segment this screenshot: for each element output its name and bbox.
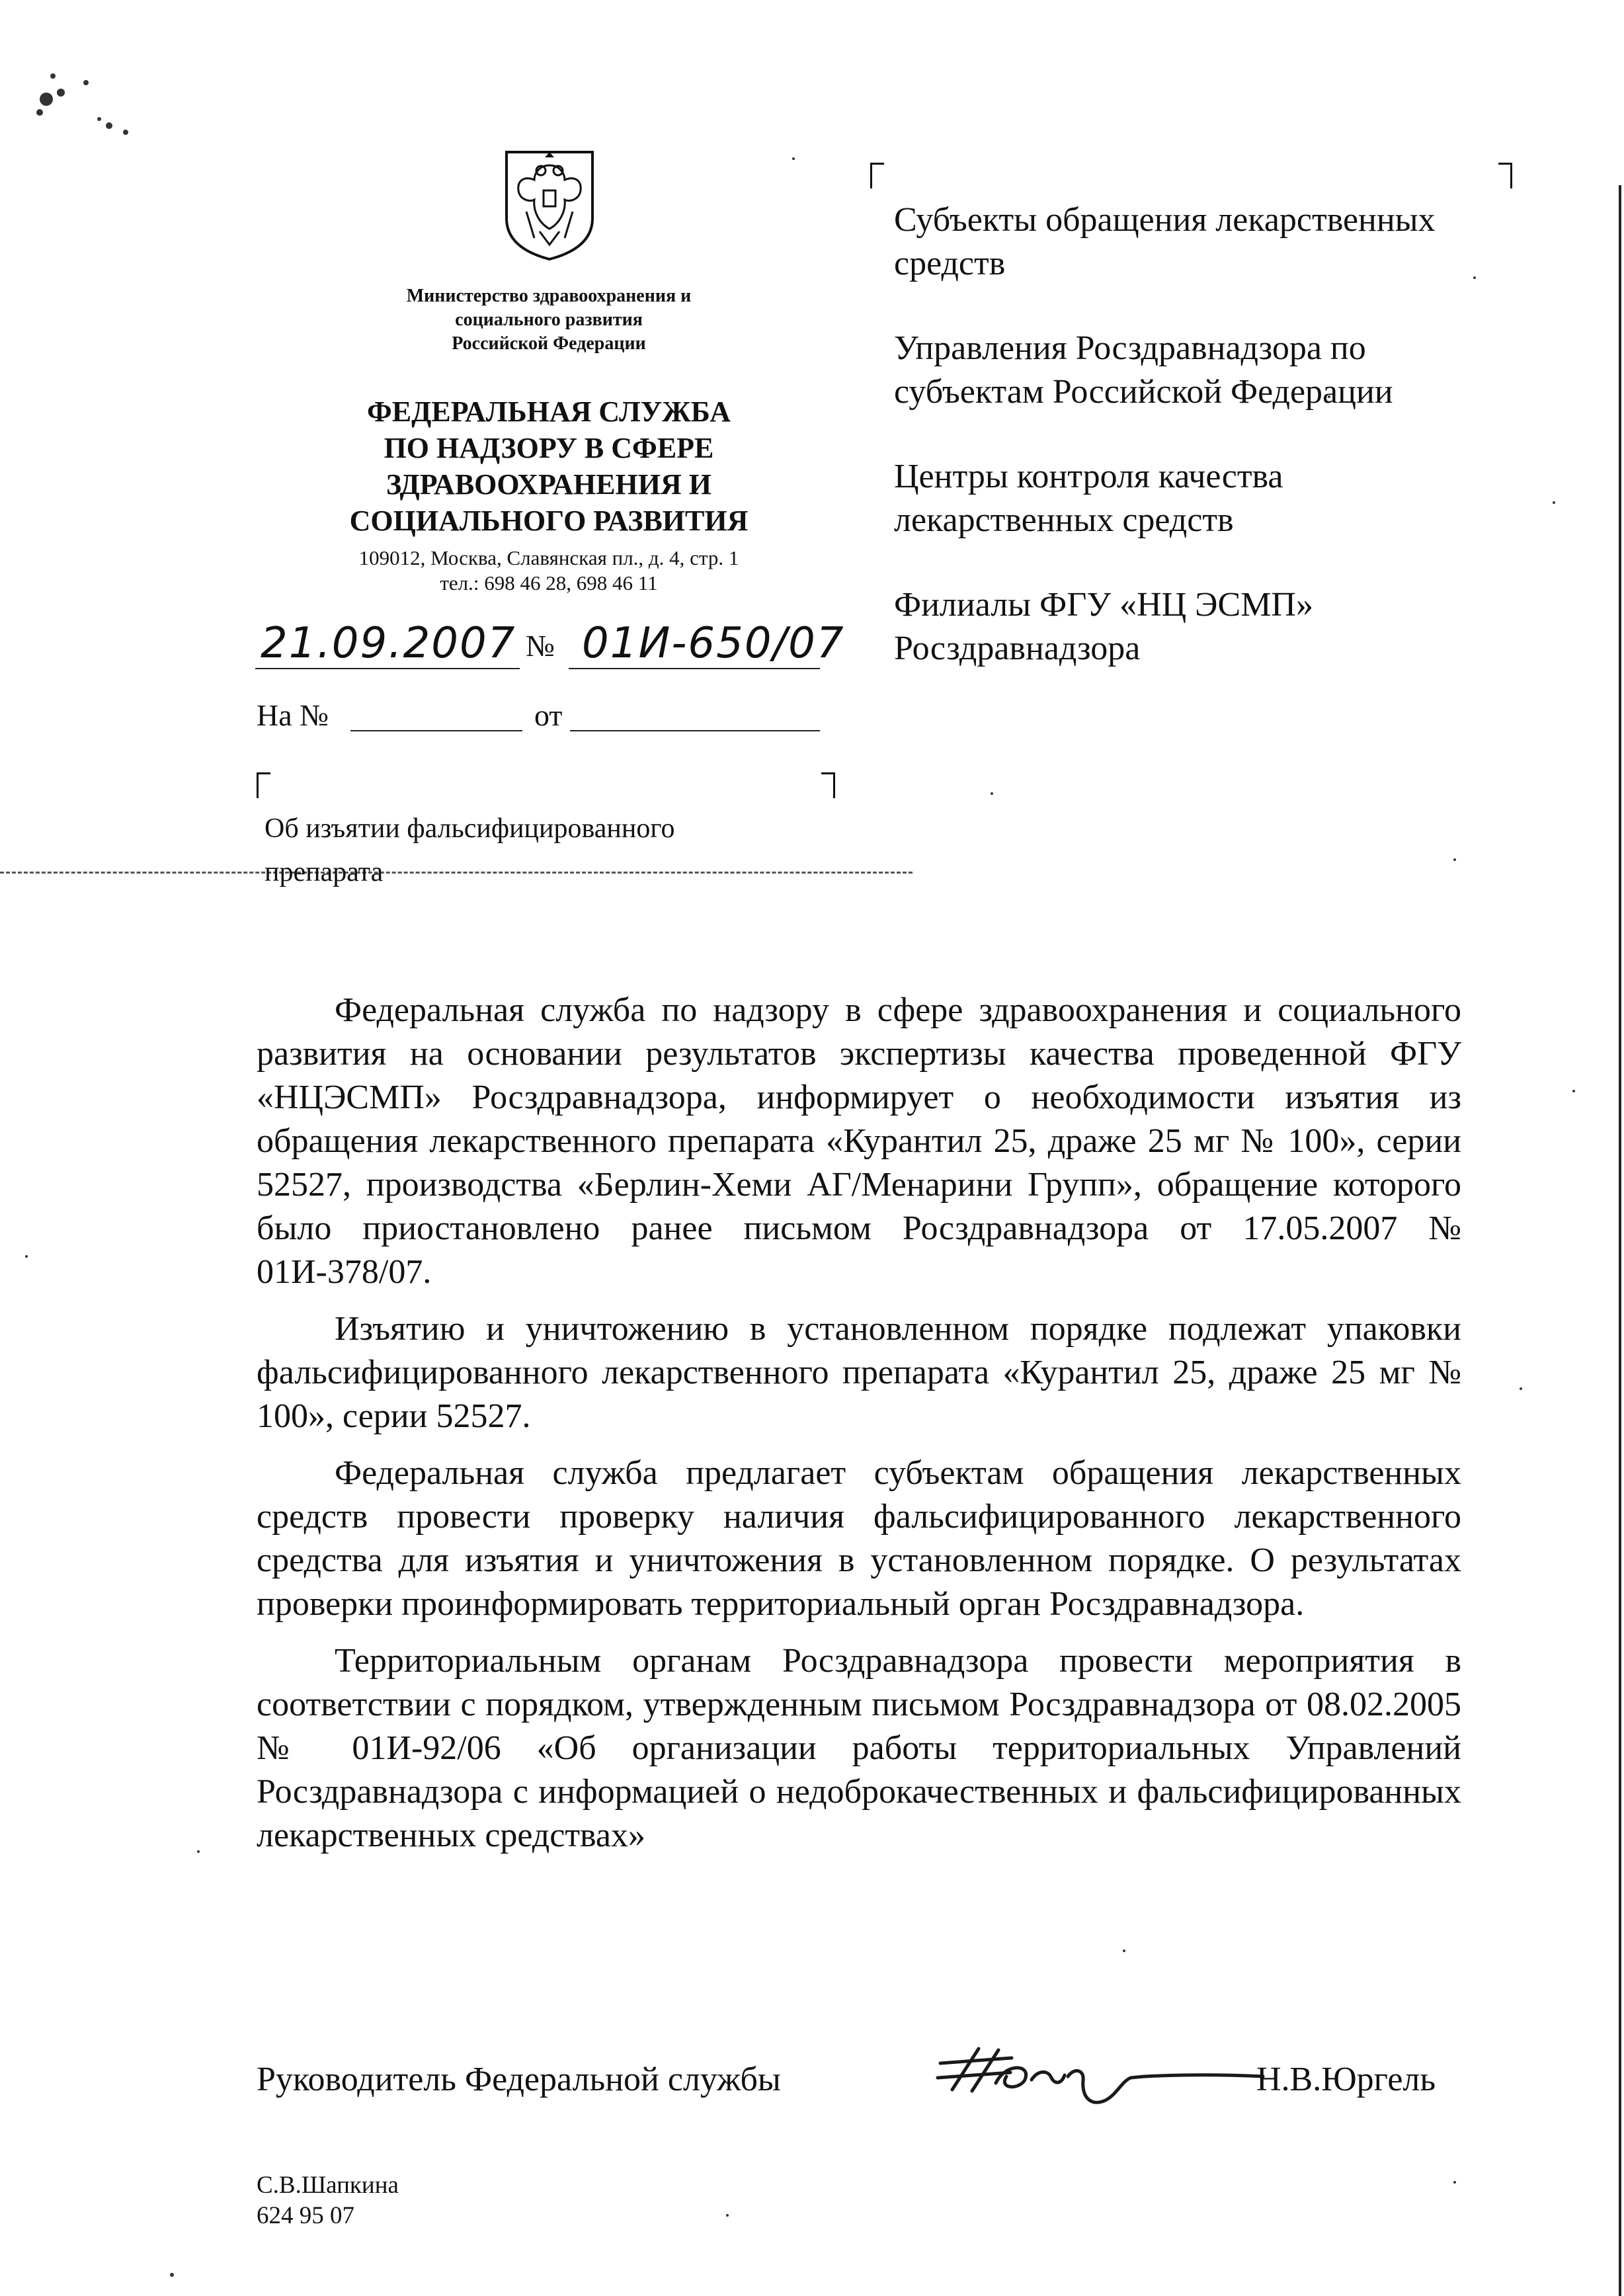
- addressee-line: Управления Росздравнадзора по: [894, 329, 1366, 367]
- signatory-name: Н.В.Юргель: [1256, 2061, 1436, 2098]
- letter-date: 21.09.2007: [261, 619, 516, 668]
- addressee-line: Центры контроля качества: [894, 458, 1283, 495]
- agency-line: СОЦИАЛЬНОГО РАЗВИТИЯ: [349, 505, 749, 537]
- addressee-line: Росздравнадзора: [894, 630, 1141, 667]
- phone-line: тел.: 698 46 28, 698 46 11: [440, 571, 658, 594]
- agency-name: [304, 393, 793, 539]
- reply-from-line: [570, 730, 820, 731]
- addressee-item: [894, 327, 1555, 414]
- reply-number-line: [350, 730, 522, 731]
- coat-of-arms-icon: [493, 139, 606, 263]
- addressee-item: [894, 455, 1555, 542]
- ministry-line: социального развития: [455, 309, 643, 330]
- handwritten-signature-icon: [932, 2043, 1276, 2116]
- body-paragraph: Изъятию и уничтожению в установленном порядке подлежат упаковки фальсифицированного лекарственного препарата «Курантил 25, драже 25 мг № 100», серии 52527.: [257, 1310, 1461, 1435]
- body-paragraph: Федеральная служба по надзору в сфере здравоохранения и социального развития на основании результатов экспертизы качества проведенной ФГУ «НЦЭСМП» Росздравнадзора, информирует о необходимости изъятия из обращения лекарственного препарата «Курантил 25, драже 25 мг № 100», серии 52527, производства «Берлин-Хеми АГ/Менарини Групп», обращение которого было приостановлено ранее письмом Росздравнадзора от 17.05.2007 № 01И-378/07.: [257, 991, 1461, 1291]
- ministry-line: Министерство здравоохранения и: [406, 286, 692, 306]
- ministry-line: Российской Федерации: [452, 333, 646, 354]
- letter-number: 01И-650/07: [582, 619, 845, 668]
- addressee-line: Филиалы ФГУ «НЦ ЭСМП»: [894, 586, 1313, 624]
- addressee-line: лекарственных средств: [894, 501, 1234, 539]
- reply-from-label: от: [534, 698, 563, 732]
- signatory-position: Руководитель Федеральной службы: [257, 2061, 781, 2098]
- reply-number-label: На №: [257, 698, 329, 732]
- addressee-corner-right: [1498, 163, 1512, 188]
- agency-line: ПО НАДЗОРУ В СФЕРЕ: [384, 432, 714, 464]
- address-line: 109012, Москва, Славянская пл., д. 4, стр. 1: [358, 546, 739, 569]
- number-label: №: [526, 629, 555, 663]
- addressee-line: средств: [894, 245, 1006, 282]
- ministry-name: [344, 284, 754, 356]
- subject-line: Об изъятии фальсифицированного: [264, 813, 675, 844]
- addressee-line: Субъекты обращения лекарственных: [894, 201, 1436, 239]
- subject-corner-right: [821, 772, 835, 798]
- agency-line: ФЕДЕРАЛЬНАЯ СЛУЖБА: [367, 395, 731, 428]
- executor-phone: 624 95 07: [257, 2202, 354, 2229]
- addressee-corner-left: [870, 163, 884, 188]
- agency-line: ЗДРАВООХРАНЕНИЯ И: [386, 468, 711, 501]
- addressee-item: [894, 583, 1555, 671]
- addressee-item: [894, 198, 1555, 286]
- agency-address: [304, 546, 793, 596]
- letter-date-field: [255, 615, 520, 669]
- body-paragraph: Федеральная служба предлагает субъектам обращения лекарственных средств провести проверку наличия фальсифицированного лекарственного средства для изъятия и уничтожения в установленном порядке. О результатах проверки проинформировать территориальный орган Росздравнадзора.: [257, 1454, 1461, 1623]
- addressee-list: [894, 198, 1555, 712]
- addressee-line: субъектам Российской Федерации: [894, 373, 1393, 411]
- executor-name: С.В.Шапкина: [257, 2172, 399, 2199]
- letter-body: [257, 989, 1461, 1871]
- subject: [264, 807, 807, 894]
- subject-line: препарата: [264, 857, 384, 887]
- scan-edge-line: [1619, 185, 1621, 2296]
- subject-corner-left: [257, 772, 270, 798]
- letter-number-field: [569, 615, 845, 669]
- executor-info: [257, 2170, 399, 2231]
- body-paragraph: Территориальным органам Росздравнадзора провести мероприятия в соответствии с порядком, утвержденным письмом Росздравнадзора от 08.02.2005 № 01И-92/06 «Об организации работы территориальных Управлений Росздравнадзора с информацией о недоброкачественных и фальсифицированных лекарственных средствах»: [257, 1642, 1461, 1854]
